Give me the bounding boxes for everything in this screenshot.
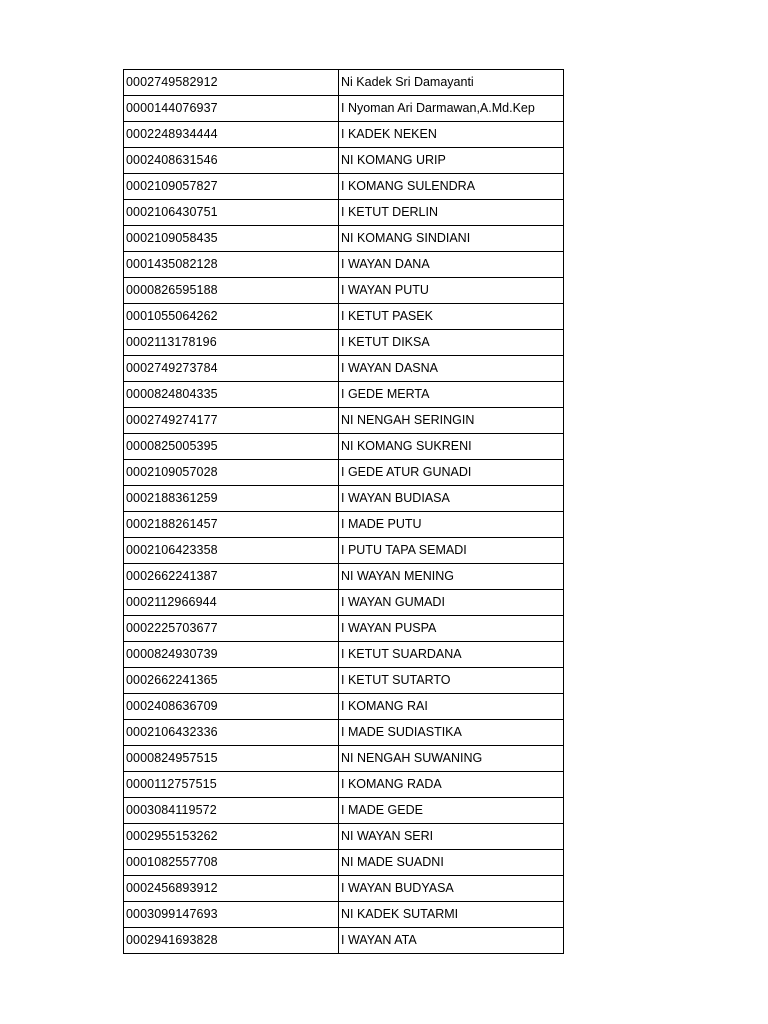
member-name-cell: I KOMANG SULENDRA xyxy=(339,174,564,200)
member-name-cell: I KOMANG RADA xyxy=(339,772,564,798)
member-id-cell: 0002106423358 xyxy=(124,538,339,564)
member-name-cell: NI KADEK SUTARMI xyxy=(339,902,564,928)
table-row xyxy=(124,330,564,356)
member-id-cell: 0002749582912 xyxy=(124,70,339,96)
member-id-cell: 0002106430751 xyxy=(124,200,339,226)
table-row xyxy=(124,408,564,434)
member-id-cell: 0001435082128 xyxy=(124,252,339,278)
member-name-cell: I GEDE MERTA xyxy=(339,382,564,408)
member-name-cell: I GEDE ATUR GUNADI xyxy=(339,460,564,486)
member-name-cell: NI MADE SUADNI xyxy=(339,850,564,876)
member-id-cell: 0000824804335 xyxy=(124,382,339,408)
member-name-cell: I WAYAN BUDYASA xyxy=(339,876,564,902)
member-id-cell: 0002109057028 xyxy=(124,460,339,486)
table-row xyxy=(124,96,564,122)
member-name-cell: Ni Kadek Sri Damayanti xyxy=(339,70,564,96)
member-id-cell: 0002106432336 xyxy=(124,720,339,746)
table-row xyxy=(124,668,564,694)
member-id-cell: 0000825005395 xyxy=(124,434,339,460)
member-name-cell: I WAYAN PUTU xyxy=(339,278,564,304)
table-row xyxy=(124,538,564,564)
member-name-cell: I MADE PUTU xyxy=(339,512,564,538)
member-name-cell: I MADE SUDIASTIKA xyxy=(339,720,564,746)
member-name-cell: I MADE GEDE xyxy=(339,798,564,824)
table-row xyxy=(124,460,564,486)
table-row xyxy=(124,434,564,460)
table-row xyxy=(124,798,564,824)
table-row xyxy=(124,512,564,538)
table-row xyxy=(124,486,564,512)
member-id-cell: 0002225703677 xyxy=(124,616,339,642)
member-name-cell: NI KOMANG SUKRENI xyxy=(339,434,564,460)
member-id-cell: 0002109058435 xyxy=(124,226,339,252)
member-name-cell: I KADEK NEKEN xyxy=(339,122,564,148)
member-name-cell: I KETUT SUARDANA xyxy=(339,642,564,668)
member-name-cell: NI NENGAH SUWANING xyxy=(339,746,564,772)
member-id-cell: 0002109057827 xyxy=(124,174,339,200)
table-row xyxy=(124,928,564,954)
table-row xyxy=(124,642,564,668)
member-table-body xyxy=(124,70,564,954)
member-name-cell: I PUTU TAPA SEMADI xyxy=(339,538,564,564)
table-row xyxy=(124,824,564,850)
table-row xyxy=(124,564,564,590)
member-id-cell: 0003084119572 xyxy=(124,798,339,824)
member-id-cell: 0000824957515 xyxy=(124,746,339,772)
member-id-cell: 0002456893912 xyxy=(124,876,339,902)
table-row xyxy=(124,304,564,330)
member-name-cell: I WAYAN ATA xyxy=(339,928,564,954)
member-id-cell: 0002188361259 xyxy=(124,486,339,512)
member-id-cell: 0000826595188 xyxy=(124,278,339,304)
member-id-cell: 0000112757515 xyxy=(124,772,339,798)
table-row xyxy=(124,356,564,382)
member-name-cell: I KETUT SUTARTO xyxy=(339,668,564,694)
member-id-cell: 0002941693828 xyxy=(124,928,339,954)
member-id-cell: 0000144076937 xyxy=(124,96,339,122)
member-name-cell: NI WAYAN MENING xyxy=(339,564,564,590)
member-table xyxy=(123,69,564,954)
member-name-cell: NI KOMANG SINDIANI xyxy=(339,226,564,252)
member-name-cell: NI WAYAN SERI xyxy=(339,824,564,850)
member-id-cell: 0001082557708 xyxy=(124,850,339,876)
member-id-cell: 0002112966944 xyxy=(124,590,339,616)
table-row xyxy=(124,902,564,928)
member-id-cell: 0002662241387 xyxy=(124,564,339,590)
table-row xyxy=(124,720,564,746)
member-id-cell: 0002955153262 xyxy=(124,824,339,850)
table-row xyxy=(124,772,564,798)
member-name-cell: I KOMANG RAI xyxy=(339,694,564,720)
table-row xyxy=(124,876,564,902)
member-id-cell: 0002662241365 xyxy=(124,668,339,694)
table-row xyxy=(124,70,564,96)
member-name-cell: I WAYAN GUMADI xyxy=(339,590,564,616)
table-row xyxy=(124,616,564,642)
table-row xyxy=(124,278,564,304)
table-row xyxy=(124,226,564,252)
member-id-cell: 0000824930739 xyxy=(124,642,339,668)
member-id-cell: 0002113178196 xyxy=(124,330,339,356)
member-name-cell: I WAYAN PUSPA xyxy=(339,616,564,642)
table-row xyxy=(124,746,564,772)
member-id-cell: 0002188261457 xyxy=(124,512,339,538)
member-id-cell: 0003099147693 xyxy=(124,902,339,928)
table-row xyxy=(124,590,564,616)
member-name-cell: I WAYAN DANA xyxy=(339,252,564,278)
table-row xyxy=(124,200,564,226)
member-name-cell: I WAYAN BUDIASA xyxy=(339,486,564,512)
member-id-cell: 0002248934444 xyxy=(124,122,339,148)
member-id-cell: 0002408636709 xyxy=(124,694,339,720)
member-name-cell: NI KOMANG URIP xyxy=(339,148,564,174)
table-row xyxy=(124,252,564,278)
member-id-cell: 0001055064262 xyxy=(124,304,339,330)
table-row xyxy=(124,174,564,200)
member-name-cell: NI NENGAH SERINGIN xyxy=(339,408,564,434)
member-id-cell: 0002408631546 xyxy=(124,148,339,174)
document-page xyxy=(123,69,564,954)
member-id-cell: 0002749273784 xyxy=(124,356,339,382)
member-name-cell: I WAYAN DASNA xyxy=(339,356,564,382)
member-id-cell: 0002749274177 xyxy=(124,408,339,434)
table-row xyxy=(124,122,564,148)
table-row xyxy=(124,694,564,720)
member-name-cell: I KETUT DIKSA xyxy=(339,330,564,356)
member-name-cell: I Nyoman Ari Darmawan,A.Md.Kep xyxy=(339,96,564,122)
table-row xyxy=(124,382,564,408)
table-row xyxy=(124,850,564,876)
member-name-cell: I KETUT PASEK xyxy=(339,304,564,330)
table-row xyxy=(124,148,564,174)
member-name-cell: I KETUT DERLIN xyxy=(339,200,564,226)
